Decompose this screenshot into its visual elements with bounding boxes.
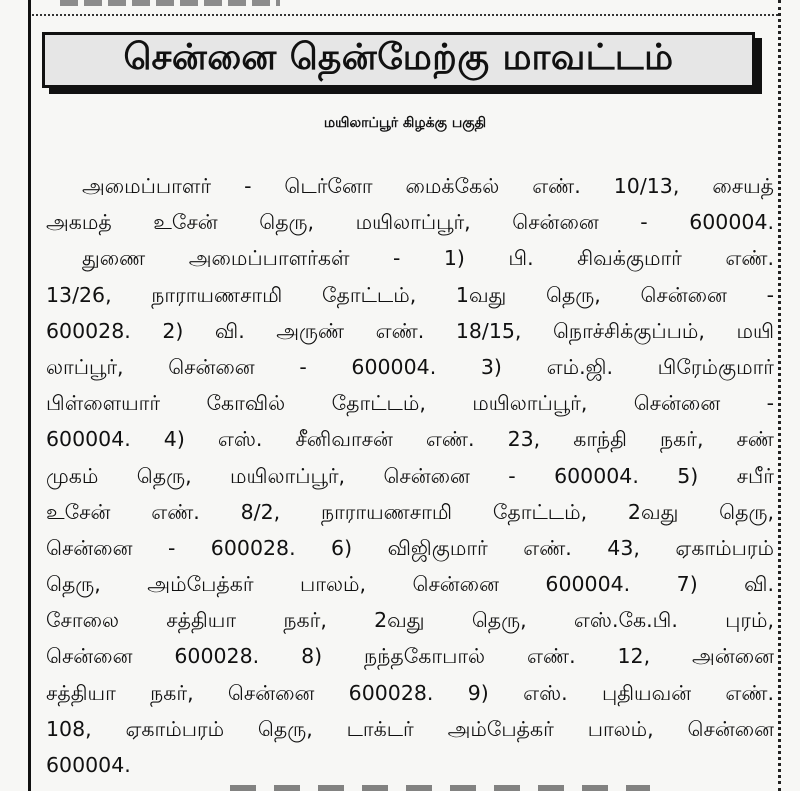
body-line: முகம் தெரு, மயிலாப்பூர், சென்னை - 600004. 5) சபீர் [46,463,774,488]
article-body [46,168,774,783]
body-line: 600028. 2) வி. அருண் எண். 18/15, நொச்சிக்குப்பம், மயி [46,318,774,343]
body-line: தெரு, அம்பேத்கர் பாலம், சென்னை 600004. 7) வி. [46,572,774,597]
body-line: அகமத் உசேன் தெரு, மயிலாப்பூர், சென்னை - 600004. [46,210,774,235]
body-line: அமைப்பாளர் - டெர்னோ மைக்கேல் எண். 10/13, சையத் [82,174,774,198]
top-dotted-border [28,14,778,16]
body-line: 108, ஏகாம்பரம் தெரு, டாக்டர் அம்பேத்கர் பாலம், சென்னை [46,716,774,741]
body-line: உசேன் எண். 8/2, நாராயணசாமி தோட்டம், 2வது தெரு, [46,499,774,524]
left-column-rule [28,0,31,791]
area-heading: மயிலாப்பூர் கிழக்கு பகுதி [323,115,487,131]
body-line: 600004. 4) எஸ். சீனிவாசன் எண். 23, காந்தி நகர், சண் [46,427,774,452]
body-line: 600004. [46,753,131,777]
body-line: பிள்ளையார் கோவில் தோட்டம், மயிலாப்பூர், சென்னை - [46,391,774,416]
right-dotted-border [778,0,781,791]
body-line: சென்னை - 600028. 6) விஜிகுமார் எண். 43, ஏகாம்பரம் [46,535,774,560]
body-line: சென்னை 600028. 8) நந்தகோபால் எண். 12, அன்னை [46,644,774,669]
body-line: 13/26, நாராயணசாமி தோட்டம், 1வது தெரு, சென்னை - [46,282,774,307]
body-line: சத்தியா நகர், சென்னை 600028. 9) எஸ். புதியவன் எண். [46,680,774,705]
body-line: துணை அமைப்பாளர்கள் - 1) பி. சிவக்குமார் எண். [82,246,774,271]
body-line: லாப்பூர், சென்னை - 600004. 3) எம்.ஜி. பிரேம்குமார் [46,354,774,379]
clipped-text-fragment-bottom [230,785,650,791]
clipped-text-fragment-top [60,0,280,6]
district-banner [42,32,755,88]
district-title: சென்னை தென்மேற்கு மாவட்டம் [123,37,674,78]
body-line: சோலை சத்தியா நகர், 2வது தெரு, எஸ்.கே.பி. புரம், [46,608,774,633]
